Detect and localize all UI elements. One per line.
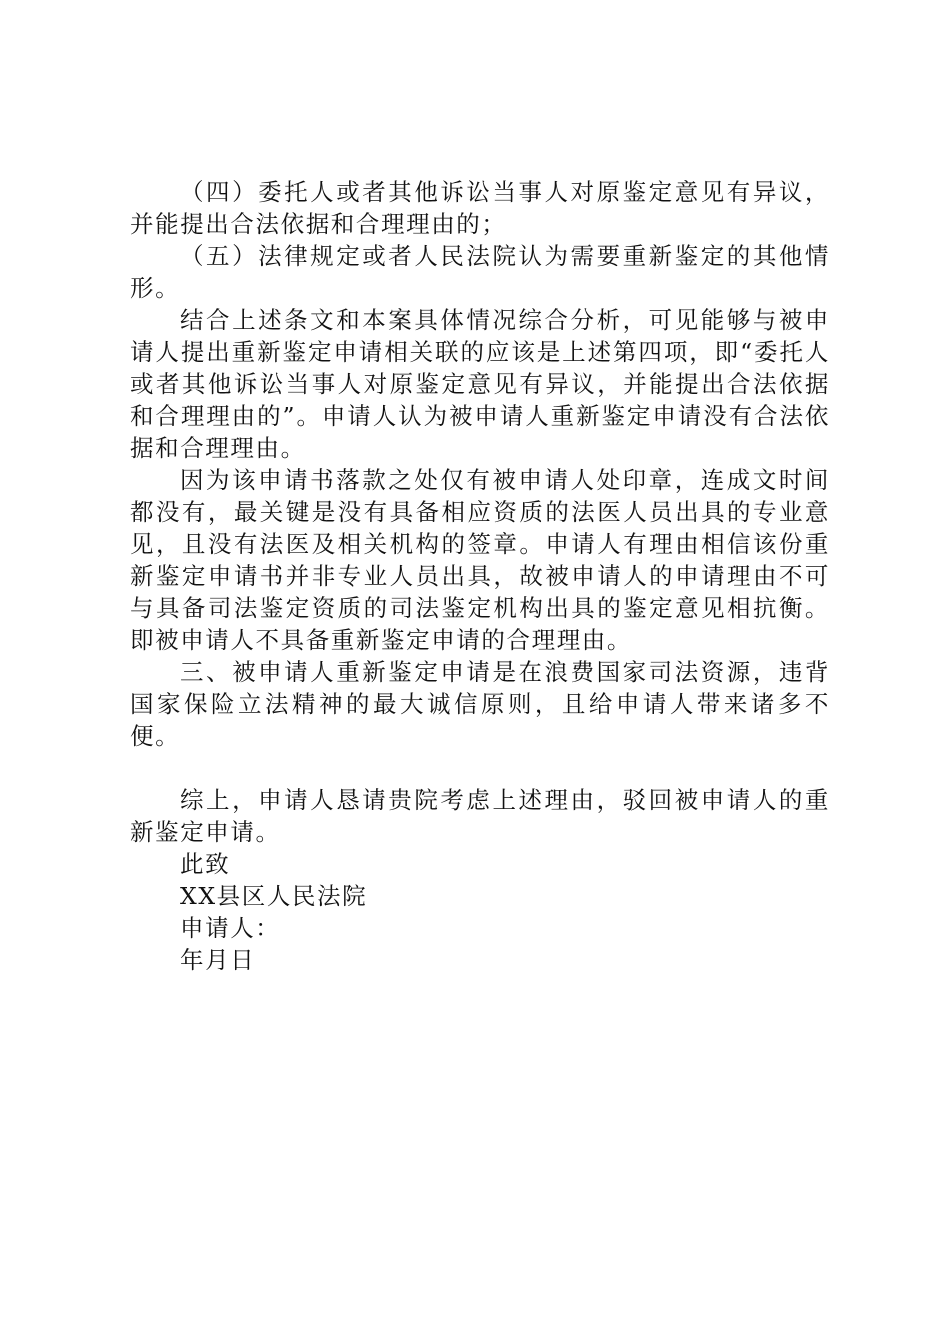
- document-page: [130, 176, 830, 976]
- paragraph-conclusion: 综上，申请人恳请贵院考虑上述理由，驳回被申请人的重新鉴定申请。: [130, 786, 830, 846]
- closing-date: 年月日: [180, 946, 256, 974]
- paragraph-analysis: 结合上述条文和本案具体情况综合分析，可见能够与被申请人提出重新鉴定申请相关联的应该是上述第四项，即“委托人或者其他诉讼当事人对原鉴定意见有异议，并能提出合法依据和合理理由的”。申请人认为被申请人重新鉴定申请没有合法依据和合理理由。: [130, 306, 830, 462]
- paragraph-item-four: （四）委托人或者其他诉讼当事人对原鉴定意见有异议，并能提出合法依据和合理理由的；: [130, 178, 830, 238]
- closing-applicant: 申请人：: [180, 914, 281, 942]
- paragraph-spacer: [130, 752, 830, 784]
- closing-court: XX县区人民法院: [180, 882, 368, 910]
- paragraph-point-three: 三、被申请人重新鉴定申请是在浪费国家司法资源，违背国家保险立法精神的最大诚信原则，且给申请人带来诸多不便。: [130, 658, 830, 750]
- paragraph-reason: 因为该申请书落款之处仅有被申请人处印章，连成文时间都没有，最关键是没有具备相应资质的法医人员出具的专业意见，且没有法医及相关机构的签章。申请人有理由相信该份重新鉴定申请书并非专业人员出具，故被申请人的申请理由不可与具备司法鉴定资质的司法鉴定机构出具的鉴定意见相抗衡。即被申请人不具备重新鉴定申请的合理理由。: [130, 466, 830, 654]
- closing-salutation: 此致: [180, 850, 231, 878]
- paragraph-item-five: （五）法律规定或者人民法院认为需要重新鉴定的其他情形。: [130, 242, 830, 302]
